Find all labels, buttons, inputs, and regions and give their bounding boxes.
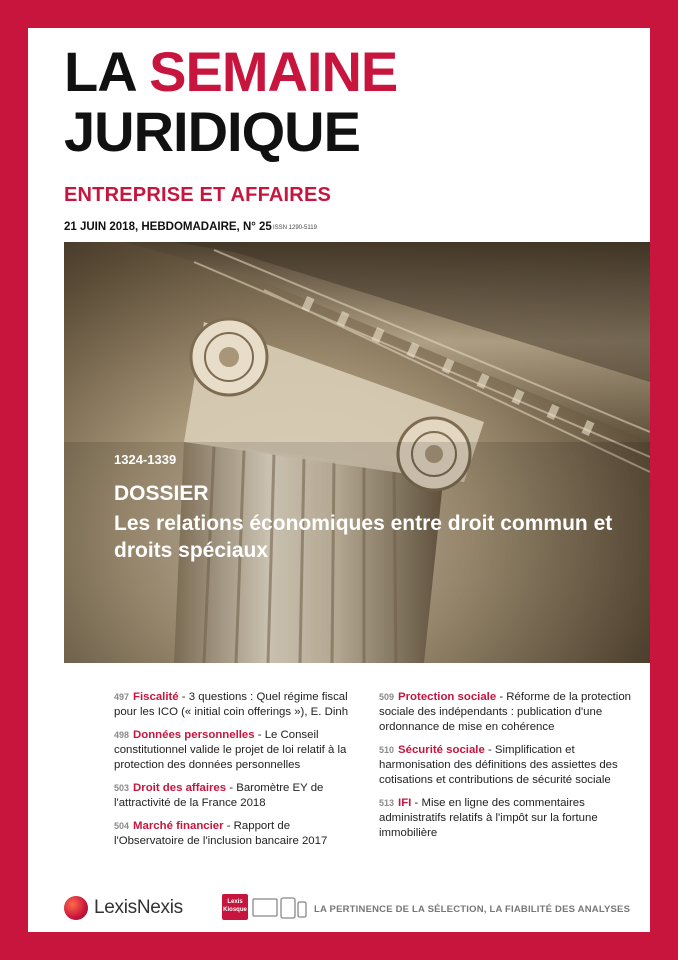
cover-page <box>28 28 650 932</box>
toc-item[interactable] <box>379 690 633 735</box>
lexis-kiosque-icon[interactable] <box>222 894 248 920</box>
toc-item[interactable] <box>114 728 359 773</box>
kiosque-label-line1: Lexis <box>227 899 243 905</box>
masthead-title-semaine: SEMAINE <box>149 40 398 103</box>
toc-item[interactable] <box>114 781 359 811</box>
toc-page-number: 510 <box>379 745 395 755</box>
toc-category: IFI <box>398 797 412 809</box>
dossier-pages: 1324-1339 <box>114 452 177 467</box>
issn: ISSN 1290-5119 <box>273 225 317 231</box>
toc-left-column <box>114 690 359 857</box>
footer-tagline: LA PERTINENCE DE LA SÉLECTION, LA FIABILITÉ DES ANALYSES <box>314 904 631 915</box>
toc-category: Fiscalité <box>133 691 179 703</box>
toc-text: - Mise en ligne des commentaires administratifs relatifs à l'impôt sur la fortune immobilière <box>379 797 598 839</box>
kiosque-label-line2: Kiosque <box>223 907 247 913</box>
masthead-title-juridique: JURIDIQUE <box>64 100 360 163</box>
dossier-title: Les relations économiques entre droit commun et droits spéciaux <box>114 512 613 562</box>
masthead-subtitle: ENTREPRISE ET AFFAIRES <box>64 184 332 206</box>
footer <box>64 892 650 924</box>
toc-right-column <box>379 690 633 849</box>
toc-text: - Simplification et harmonisation des définitions des assiettes des cotisations et contributions de sécurité sociale <box>379 744 618 786</box>
toc-page-number: 513 <box>379 798 395 808</box>
toc-category: Données personnelles <box>133 729 255 741</box>
masthead-title-line1 <box>64 42 397 102</box>
dossier-label: DOSSIER <box>114 482 209 505</box>
toc-text: - Réforme de la protection sociale des indépendants : publication d'une ordonnance de mise en cohérence <box>379 691 632 733</box>
toc-page-number: 509 <box>379 692 395 702</box>
toc-item[interactable] <box>379 743 633 788</box>
toc-category: Protection sociale <box>398 691 497 703</box>
frame-bottom <box>0 932 678 960</box>
toc-item[interactable] <box>379 796 633 841</box>
toc-item[interactable] <box>114 819 359 849</box>
toc-category: Marché financier <box>133 820 224 832</box>
toc-item[interactable] <box>114 690 359 720</box>
frame-right <box>650 0 678 960</box>
publisher-name: LexisNexis <box>94 897 183 918</box>
issue-line: 21 JUIN 2018, HEBDOMADAIRE, N° 25 <box>64 221 272 233</box>
frame-top <box>0 0 678 28</box>
lexisnexis-logo[interactable] <box>64 896 183 920</box>
toc-text: - Le Conseil constitutionnel valide le projet de loi relatif à la protection des données personnelles <box>114 729 347 771</box>
toc-page-number: 497 <box>114 692 130 702</box>
frame-left <box>0 0 28 960</box>
masthead-title-la: LA <box>64 40 150 103</box>
devices-icon <box>252 896 308 920</box>
toc-text: - Rapport de l'Observatoire de l'inclusion bancaire 2017 <box>114 820 328 847</box>
toc-page-number: 503 <box>114 783 130 793</box>
toc-text: - 3 questions : Quel régime fiscal pour les ICO (« initial coin offerings »), E. Dinh <box>114 691 349 718</box>
toc-category: Sécurité sociale <box>398 744 485 756</box>
lexisnexis-globe-icon <box>64 896 88 920</box>
toc-page-number: 504 <box>114 821 130 831</box>
toc-page-number: 498 <box>114 730 130 740</box>
toc-category: Droit des affaires <box>133 782 227 794</box>
toc-text: - Baromètre EY de l'attractivité de la France 2018 <box>114 782 324 809</box>
